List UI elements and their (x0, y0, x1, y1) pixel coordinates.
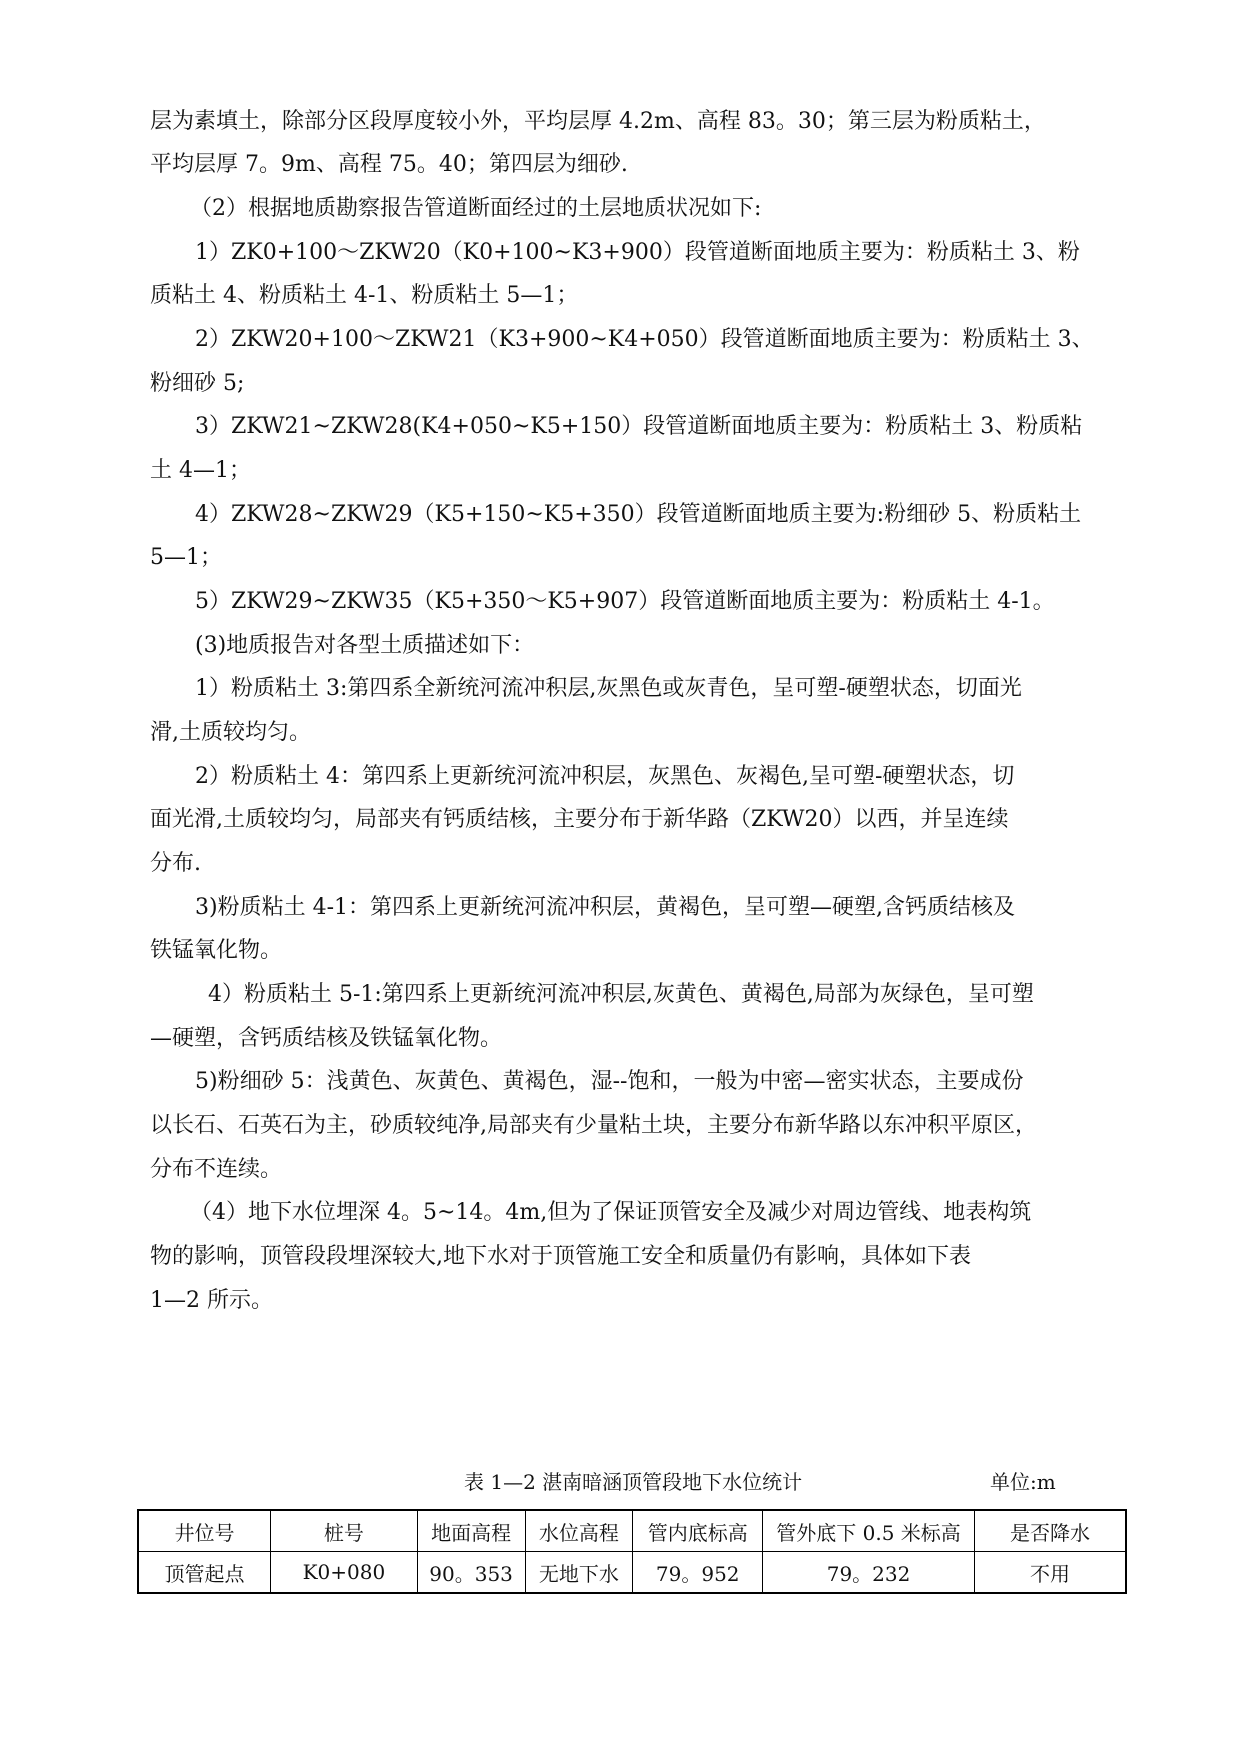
paragraph-line: 2）ZKW20+100～ZKW21（K3+900~K4+050）段管道断面地质主要为：粉质粘土 3、 (195, 327, 1094, 352)
paragraph-line: 3)粉质粘土 4-1：第四系上更新统河流冲积层，黄褐色，呈可塑—硬塑,含钙质结核及 (195, 895, 1015, 920)
paragraph-line: (3)地质报告对各型土质描述如下： (195, 633, 535, 658)
table-header-cell: 桩号 (271, 1510, 418, 1552)
table-cell: 79。232 (763, 1552, 975, 1594)
paragraph-line: 滑,土质较均匀。 (150, 720, 311, 745)
paragraph-line: 土 4—1； (150, 458, 251, 483)
table-header-cell: 井位号 (138, 1510, 271, 1552)
paragraph-line: 质粘土 4、粉质粘土 4-1、粉质粘土 5—1； (150, 283, 579, 308)
paragraph-line: 物的影响，顶管段段埋深较大,地下水对于顶管施工安全和质量仍有影响，具体如下表 (150, 1244, 971, 1269)
paragraph-line: 1）粉质粘土 3:第四系全新统河流冲积层,灰黑色或灰青色，呈可塑-硬塑状态，切面光 (195, 676, 1022, 701)
paragraph-line: 1）ZK0+100～ZKW20（K0+100~K3+900）段管道断面地质主要为：粉质粘土 3、粉 (195, 240, 1080, 265)
paragraph-line: 平均层厚 7。9m、高程 75。40；第四层为细砂. (150, 152, 628, 177)
paragraph-line: 5—1； (150, 545, 222, 570)
paragraph-line: 5）ZKW29~ZKW35（K5+350～K5+907）段管道断面地质主要为：粉质粘土 4-1。 (195, 589, 1055, 614)
table-cell: K0+080 (271, 1552, 418, 1594)
paragraph-line: 铁锰氧化物。 (150, 938, 283, 963)
table-cell: 90。353 (417, 1552, 525, 1594)
paragraph-line: 层为素填土，除部分区段厚度较小外，平均层厚 4.2m、高程 83。30；第三层为粉质粘土， (150, 109, 1046, 134)
paragraph-line: —硬塑，含钙质结核及铁锰氧化物。 (150, 1026, 503, 1051)
paragraph-line: 面光滑,土质较均匀，局部夹有钙质结核，主要分布于新华路（ZKW20）以西，并呈连续 (150, 807, 1009, 832)
table-header-cell: 水位高程 (525, 1510, 633, 1552)
paragraph-line: 4）ZKW28~ZKW29（K5+150~K5+350）段管道断面地质主要为:粉细砂 5、粉质粘土 (195, 502, 1082, 527)
paragraph-line: 以长石、石英石为主，砂质较纯净,局部夹有少量粘土块，主要分布新华路以东冲积平原区， (150, 1113, 1037, 1138)
table-header-cell: 地面高程 (417, 1510, 525, 1552)
table-header-cell: 管内底标高 (633, 1510, 763, 1552)
table-cell: 顶管起点 (138, 1552, 271, 1594)
paragraph-line: 4）粉质粘土 5-1:第四系上更新统河流冲积层,灰黄色、黄褐色,局部为灰绿色，呈可塑 (208, 982, 1034, 1007)
paragraph-line: （2）根据地质勘察报告管道断面经过的土层地质状况如下: (190, 196, 762, 221)
paragraph-line: 3）ZKW21~ZKW28(K4+050~K5+150）段管道断面地质主要为：粉质粘土 3、粉质粘 (195, 414, 1083, 439)
table-cell: 无地下水 (525, 1552, 633, 1594)
paragraph-line: 1—2 所示。 (150, 1288, 273, 1313)
table-cell: 不用 (974, 1552, 1126, 1594)
table-header-row (138, 1510, 1126, 1552)
table-header-cell: 是否降水 (974, 1510, 1126, 1552)
paragraph-line: （4）地下水位埋深 4。5~14。4m,但为了保证顶管安全及减少对周边管线、地表构筑 (190, 1200, 1032, 1225)
paragraph-line: 粉细砂 5; (150, 371, 245, 396)
paragraph-line: 分布不连续。 (150, 1157, 283, 1182)
table-unit: 单位:m (990, 1470, 1056, 1494)
table-cell: 79。952 (633, 1552, 763, 1594)
table-header-cell: 管外底下 0.5 米标高 (763, 1510, 975, 1552)
paragraph-line: 5)粉细砂 5：浅黄色、灰黄色、黄褐色，湿--饱和，一般为中密—密实状态，主要成份 (195, 1069, 1024, 1094)
table-title: 表 1—2 湛南暗涵顶管段地下水位统计 (464, 1470, 803, 1494)
groundwater-table (137, 1509, 1127, 1594)
table-row (138, 1552, 1126, 1594)
paragraph-line: 2）粉质粘土 4：第四系上更新统河流冲积层，灰黑色、灰褐色,呈可塑-硬塑状态，切 (195, 764, 1015, 789)
paragraph-line: 分布. (150, 851, 201, 876)
